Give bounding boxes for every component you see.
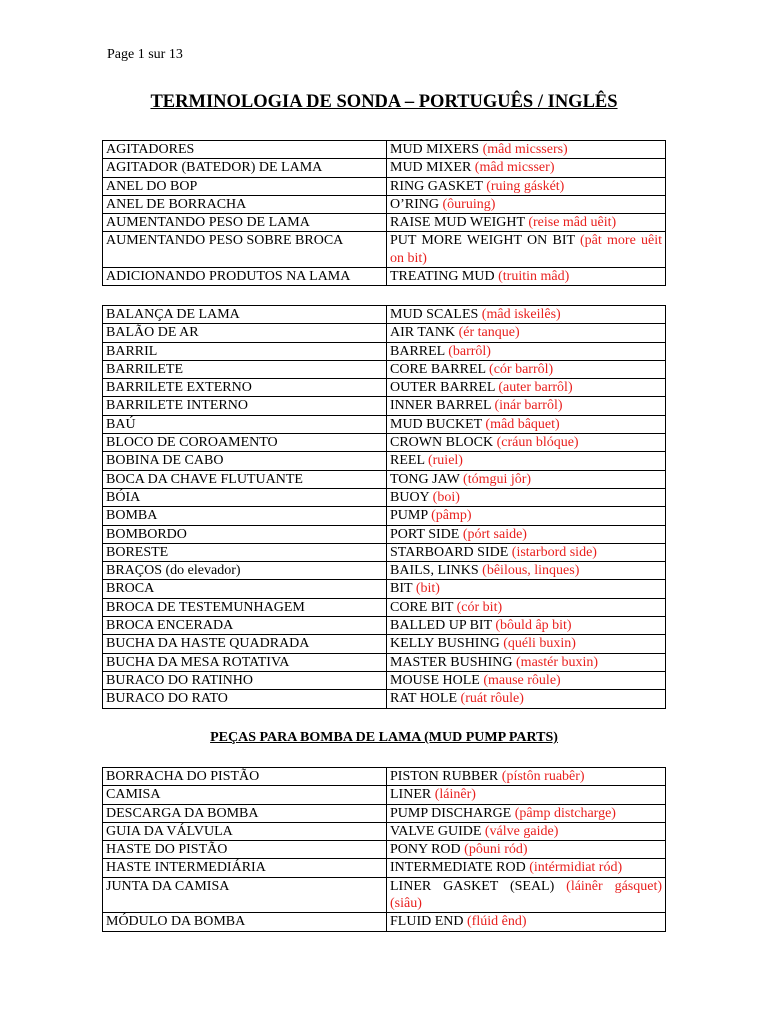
pronunciation-hint: (ér tanque) <box>458 325 520 341</box>
pronunciation-hint: (mâd micsser) <box>474 160 555 176</box>
english-term: INTERMEDIATE ROD <box>390 860 526 876</box>
english-term: FLUID END <box>390 914 464 930</box>
pronunciation-hint: (ruiel) <box>427 453 463 469</box>
english-term-cell <box>387 543 666 561</box>
portuguese-term: AUMENTANDO PESO DE LAMA <box>103 214 387 232</box>
portuguese-term: GUIA DA VÁLVULA <box>103 822 387 840</box>
pronunciation-hint: (pâmp distcharge) <box>514 805 616 821</box>
table-row <box>103 543 666 561</box>
pronunciation-hint: (quéli buxin) <box>503 636 576 652</box>
portuguese-term: HASTE INTERMEDIÁRIA <box>103 859 387 877</box>
english-term: O’RING <box>390 196 439 212</box>
english-term-cell <box>387 804 666 822</box>
table-row <box>103 232 666 268</box>
table-row <box>103 580 666 598</box>
portuguese-term: BROCA DE TESTEMUNHAGEM <box>103 598 387 616</box>
english-term-cell <box>387 195 666 213</box>
english-term-cell <box>387 159 666 177</box>
pronunciation-hint: (mâd iskeilês) <box>481 307 561 322</box>
english-term: MUD MIXERS <box>390 142 480 157</box>
english-term: PONY ROD <box>390 842 461 858</box>
portuguese-term: BORRACHA DO PISTÃO <box>103 768 387 786</box>
portuguese-term: BARRILETE EXTERNO <box>103 379 387 397</box>
english-term-cell <box>387 306 666 324</box>
table-row <box>103 452 666 470</box>
english-term: BAILS, LINKS <box>390 563 479 579</box>
english-term-cell <box>387 324 666 342</box>
table-row <box>103 415 666 433</box>
portuguese-term: BARRILETE INTERNO <box>103 397 387 415</box>
document-title: TERMINOLOGIA DE SONDA – PORTUGUÊS / INGLÊS <box>150 92 618 112</box>
english-term-cell <box>387 415 666 433</box>
table-row <box>103 562 666 580</box>
pronunciation-hint: (boi) <box>432 489 460 505</box>
english-term-cell <box>387 598 666 616</box>
english-term: PORT SIDE <box>390 526 460 542</box>
table-row <box>103 690 666 708</box>
table-row <box>103 598 666 616</box>
english-term-cell <box>387 859 666 877</box>
table-row <box>103 214 666 232</box>
portuguese-term: CAMISA <box>103 786 387 804</box>
english-term: RAT HOLE <box>390 691 458 707</box>
pronunciation-hint: (ruing gáskét) <box>486 178 565 194</box>
english-term-cell <box>387 360 666 378</box>
portuguese-term: BOMBORDO <box>103 525 387 543</box>
english-term-cell <box>387 913 666 931</box>
english-term: MUD MIXER <box>390 160 472 176</box>
section-title-mud-pump-parts: PEÇAS PARA BOMBA DE LAMA (MUD PUMP PARTS) <box>210 730 558 745</box>
english-term-cell <box>387 562 666 580</box>
english-term-cell <box>387 342 666 360</box>
portuguese-term: MÓDULO DA BOMBA <box>103 913 387 931</box>
english-term: PUMP <box>390 508 428 524</box>
english-term-cell <box>387 841 666 859</box>
portuguese-term: BRAÇOS (do elevador) <box>103 562 387 580</box>
table-row <box>103 507 666 525</box>
pronunciation-hint: (barrôl) <box>448 343 491 359</box>
english-term: INNER BARREL <box>390 398 491 414</box>
table-row <box>103 877 666 913</box>
english-term: STARBOARD SIDE <box>390 544 509 560</box>
portuguese-term: BALANÇA DE LAMA <box>103 306 387 324</box>
english-term-cell <box>387 822 666 840</box>
english-term-cell <box>387 635 666 653</box>
pronunciation-hint: (cráun blóque) <box>496 435 579 451</box>
pronunciation-hint: (pât more uêit on bit) <box>390 233 662 266</box>
pronunciation-hint: (pístôn ruabêr) <box>501 769 585 784</box>
pronunciation-hint: (pâmp) <box>431 508 472 524</box>
pronunciation-hint: (tómgui jôr) <box>463 471 532 487</box>
english-term: MOUSE HOLE <box>390 672 480 688</box>
english-term: KELLY BUSHING <box>390 636 500 652</box>
portuguese-term: AUMENTANDO PESO SOBRE BROCA <box>103 232 387 268</box>
english-term: LINER GASKET (SEAL) <box>390 878 555 894</box>
portuguese-term: BARRIL <box>103 342 387 360</box>
table-row <box>103 768 666 786</box>
pronunciation-hint: (mâd micssers) <box>482 142 568 157</box>
page-number: Page 1 sur 13 <box>107 47 183 62</box>
portuguese-term: BALÃO DE AR <box>103 324 387 342</box>
portuguese-term: BÓIA <box>103 488 387 506</box>
pronunciation-hint: (bôuld âp bit) <box>495 618 572 634</box>
portuguese-term: BAÚ <box>103 415 387 433</box>
portuguese-term: BUCHA DA MESA ROTATIVA <box>103 653 387 671</box>
pronunciation-hint: (bit) <box>415 581 440 597</box>
english-term: AIR TANK <box>390 325 456 341</box>
table-row <box>103 822 666 840</box>
pronunciation-hint: (istarbord side) <box>511 544 597 560</box>
pronunciation-hint: (auter barrôl) <box>498 380 573 396</box>
portuguese-term: BARRILETE <box>103 360 387 378</box>
pronunciation-hint: (ôuruing) <box>442 196 496 212</box>
portuguese-term: BOBINA DE CABO <box>103 452 387 470</box>
pronunciation-hint: (láinêr gásquet) (siâu) <box>390 878 662 912</box>
table-row <box>103 786 666 804</box>
terms-table-agitators <box>102 140 666 286</box>
table-row <box>103 177 666 195</box>
table-row <box>103 488 666 506</box>
table-row <box>103 342 666 360</box>
terms-table-mud-pump-parts <box>102 767 666 932</box>
pronunciation-hint: (mastér buxin) <box>516 654 599 670</box>
portuguese-term: BOMBA <box>103 507 387 525</box>
english-term-cell <box>387 653 666 671</box>
pronunciation-hint: (intérmidiat ród) <box>529 860 623 876</box>
pronunciation-hint: (pôuni ród) <box>464 842 528 858</box>
portuguese-term: BURACO DO RATO <box>103 690 387 708</box>
english-term: TONG JAW <box>390 471 460 487</box>
table-row <box>103 379 666 397</box>
pronunciation-hint: (bêilous, linques) <box>482 563 580 579</box>
english-term: MASTER BUSHING <box>390 654 513 670</box>
pronunciation-hint: (cór bit) <box>456 599 503 615</box>
english-term-cell <box>387 141 666 159</box>
english-term: REEL <box>390 453 425 469</box>
table-row <box>103 159 666 177</box>
portuguese-term: AGITADORES <box>103 141 387 159</box>
table-row <box>103 635 666 653</box>
table-row <box>103 397 666 415</box>
table-row <box>103 195 666 213</box>
table-row <box>103 141 666 159</box>
pronunciation-hint: (láinêr) <box>434 787 476 803</box>
english-term-cell <box>387 525 666 543</box>
table-row <box>103 859 666 877</box>
table-row <box>103 360 666 378</box>
pronunciation-hint: (flúid ênd) <box>467 914 527 930</box>
english-term: BALLED UP BIT <box>390 618 492 634</box>
english-term-cell <box>387 786 666 804</box>
english-term: LINER <box>390 787 432 803</box>
table-row <box>103 653 666 671</box>
portuguese-term: BORESTE <box>103 543 387 561</box>
portuguese-term: ANEL DE BORRACHA <box>103 195 387 213</box>
english-term: RING GASKET <box>390 178 483 194</box>
english-term-cell <box>387 452 666 470</box>
english-term-cell <box>387 768 666 786</box>
english-term: BUOY <box>390 489 430 505</box>
english-term: PUMP DISCHARGE <box>390 805 512 821</box>
english-term: PUT MORE WEIGHT ON BIT <box>390 233 575 249</box>
table-row <box>103 617 666 635</box>
pronunciation-hint: (cór barrôl) <box>489 361 554 377</box>
portuguese-term: ANEL DO BOP <box>103 177 387 195</box>
pronunciation-hint: (válve gaide) <box>484 823 559 839</box>
portuguese-term: BROCA ENCERADA <box>103 617 387 635</box>
english-term: MUD SCALES <box>390 307 479 322</box>
english-term-cell <box>387 488 666 506</box>
table-row <box>103 306 666 324</box>
pronunciation-hint: (mâd bâquet) <box>485 416 560 432</box>
english-term: CROWN BLOCK <box>390 435 494 451</box>
pronunciation-hint: (inár barrôl) <box>494 398 563 414</box>
pronunciation-hint: (reise mâd uêit) <box>528 215 617 231</box>
english-term-cell <box>387 617 666 635</box>
english-term: VALVE GUIDE <box>390 823 482 839</box>
table-row <box>103 525 666 543</box>
portuguese-term: BOCA DA CHAVE FLUTUANTE <box>103 470 387 488</box>
english-term-cell <box>387 268 666 286</box>
pronunciation-hint: (truitin mâd) <box>498 269 570 285</box>
english-term: PISTON RUBBER <box>390 769 499 784</box>
table-row <box>103 434 666 452</box>
english-term: BARREL <box>390 343 445 359</box>
english-term-cell <box>387 177 666 195</box>
english-term-cell <box>387 434 666 452</box>
english-term-cell <box>387 470 666 488</box>
pronunciation-hint: (ruát rôule) <box>460 691 524 707</box>
english-term: CORE BARREL <box>390 361 486 377</box>
table-row <box>103 913 666 931</box>
pronunciation-hint: (pórt saide) <box>462 526 527 542</box>
table-row <box>103 324 666 342</box>
portuguese-term: BUCHA DA HASTE QUADRADA <box>103 635 387 653</box>
english-term-cell <box>387 690 666 708</box>
english-term: MUD BUCKET <box>390 416 482 432</box>
portuguese-term: ADICIONANDO PRODUTOS NA LAMA <box>103 268 387 286</box>
table-row <box>103 268 666 286</box>
portuguese-term: BURACO DO RATINHO <box>103 671 387 689</box>
english-term-cell <box>387 232 666 268</box>
portuguese-term: BLOCO DE COROAMENTO <box>103 434 387 452</box>
table-row <box>103 841 666 859</box>
portuguese-term: DESCARGA DA BOMBA <box>103 804 387 822</box>
terms-table-main <box>102 305 666 709</box>
english-term: TREATING MUD <box>390 269 495 285</box>
portuguese-term: JUNTA DA CAMISA <box>103 877 387 913</box>
pronunciation-hint: (mause rôule) <box>483 672 561 688</box>
english-term: OUTER BARREL <box>390 380 495 396</box>
english-term-cell <box>387 507 666 525</box>
portuguese-term: BROCA <box>103 580 387 598</box>
english-term-cell <box>387 877 666 913</box>
portuguese-term: AGITADOR (BATEDOR) DE LAMA <box>103 159 387 177</box>
english-term: CORE BIT <box>390 599 454 615</box>
english-term-cell <box>387 379 666 397</box>
english-term: RAISE MUD WEIGHT <box>390 215 525 231</box>
english-term-cell <box>387 580 666 598</box>
table-row <box>103 470 666 488</box>
english-term: BIT <box>390 581 413 597</box>
portuguese-term: HASTE DO PISTÃO <box>103 841 387 859</box>
english-term-cell <box>387 671 666 689</box>
english-term-cell <box>387 214 666 232</box>
english-term-cell <box>387 397 666 415</box>
table-row <box>103 804 666 822</box>
table-row <box>103 671 666 689</box>
